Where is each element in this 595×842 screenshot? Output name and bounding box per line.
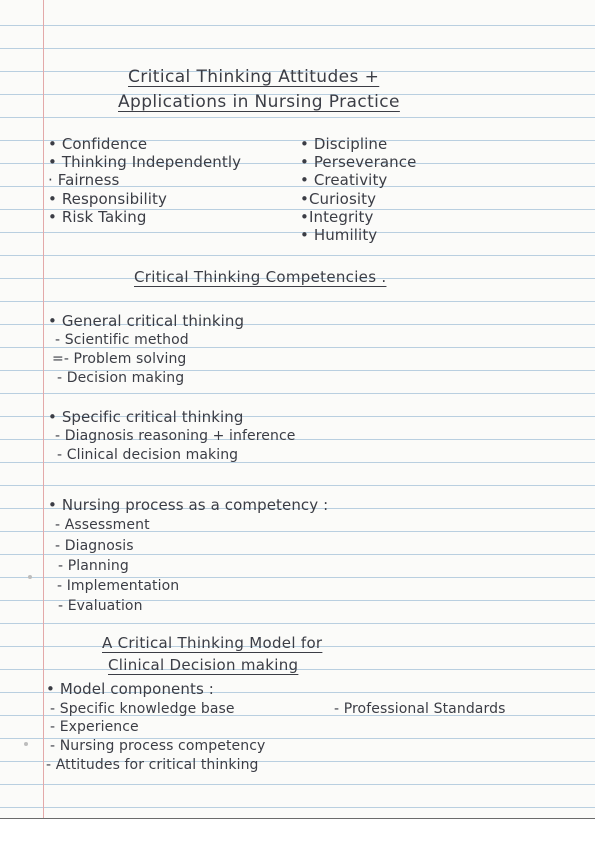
list-item: - Scientific method [55,332,189,348]
list-item: - Clinical decision making [57,447,239,463]
attitude-item: • Confidence [48,135,148,153]
list-item: - Diagnosis [55,538,134,554]
punch-dot [28,575,32,579]
attitude-item: • Humility [300,226,378,244]
attitude-item: • Thinking Independently [48,153,242,171]
list-head: • Specific critical thinking [48,408,244,426]
page-title-line-1: Critical Thinking Attitudes + [128,67,380,87]
list-item: =- Problem solving [52,351,187,367]
margin-line [43,0,44,818]
list-item: - Decision making [57,370,185,386]
list-item: - Specific knowledge base [50,701,235,717]
attitude-item: •Integrity [300,208,374,226]
list-item: - Evaluation [58,598,143,614]
section-heading: Critical Thinking Competencies . [134,268,387,286]
list-head: • Model components : [46,680,214,698]
list-head: • Nursing process as a competency : [48,496,329,514]
list-item: - Implementation [57,578,180,594]
list-item: - Diagnosis reasoning + inference [55,428,296,444]
attitude-item: • Perseverance [300,153,417,171]
list-item: - Attitudes for critical thinking [46,757,259,773]
scan-bottom-edge [0,819,595,842]
attitude-item: · Fairness [48,171,120,189]
list-item: - Experience [50,719,139,735]
attitude-item: •Curiosity [300,190,377,208]
attitude-item: • Responsibility [48,190,167,208]
attitude-item: • Risk Taking [48,208,147,226]
section-heading: A Critical Thinking Model for [102,634,323,652]
list-item: - Assessment [55,517,150,533]
section-heading: Clinical Decision making [108,656,299,674]
page-title-line-2: Applications in Nursing Practice [118,92,400,112]
list-item: - Nursing process competency [50,738,266,754]
attitude-item: • Discipline [300,135,388,153]
attitude-item: • Creativity [300,171,388,189]
list-item: - Planning [58,558,129,574]
list-head: • General critical thinking [48,312,245,330]
list-item: - Professional Standards [334,701,506,717]
punch-dot [24,742,28,746]
